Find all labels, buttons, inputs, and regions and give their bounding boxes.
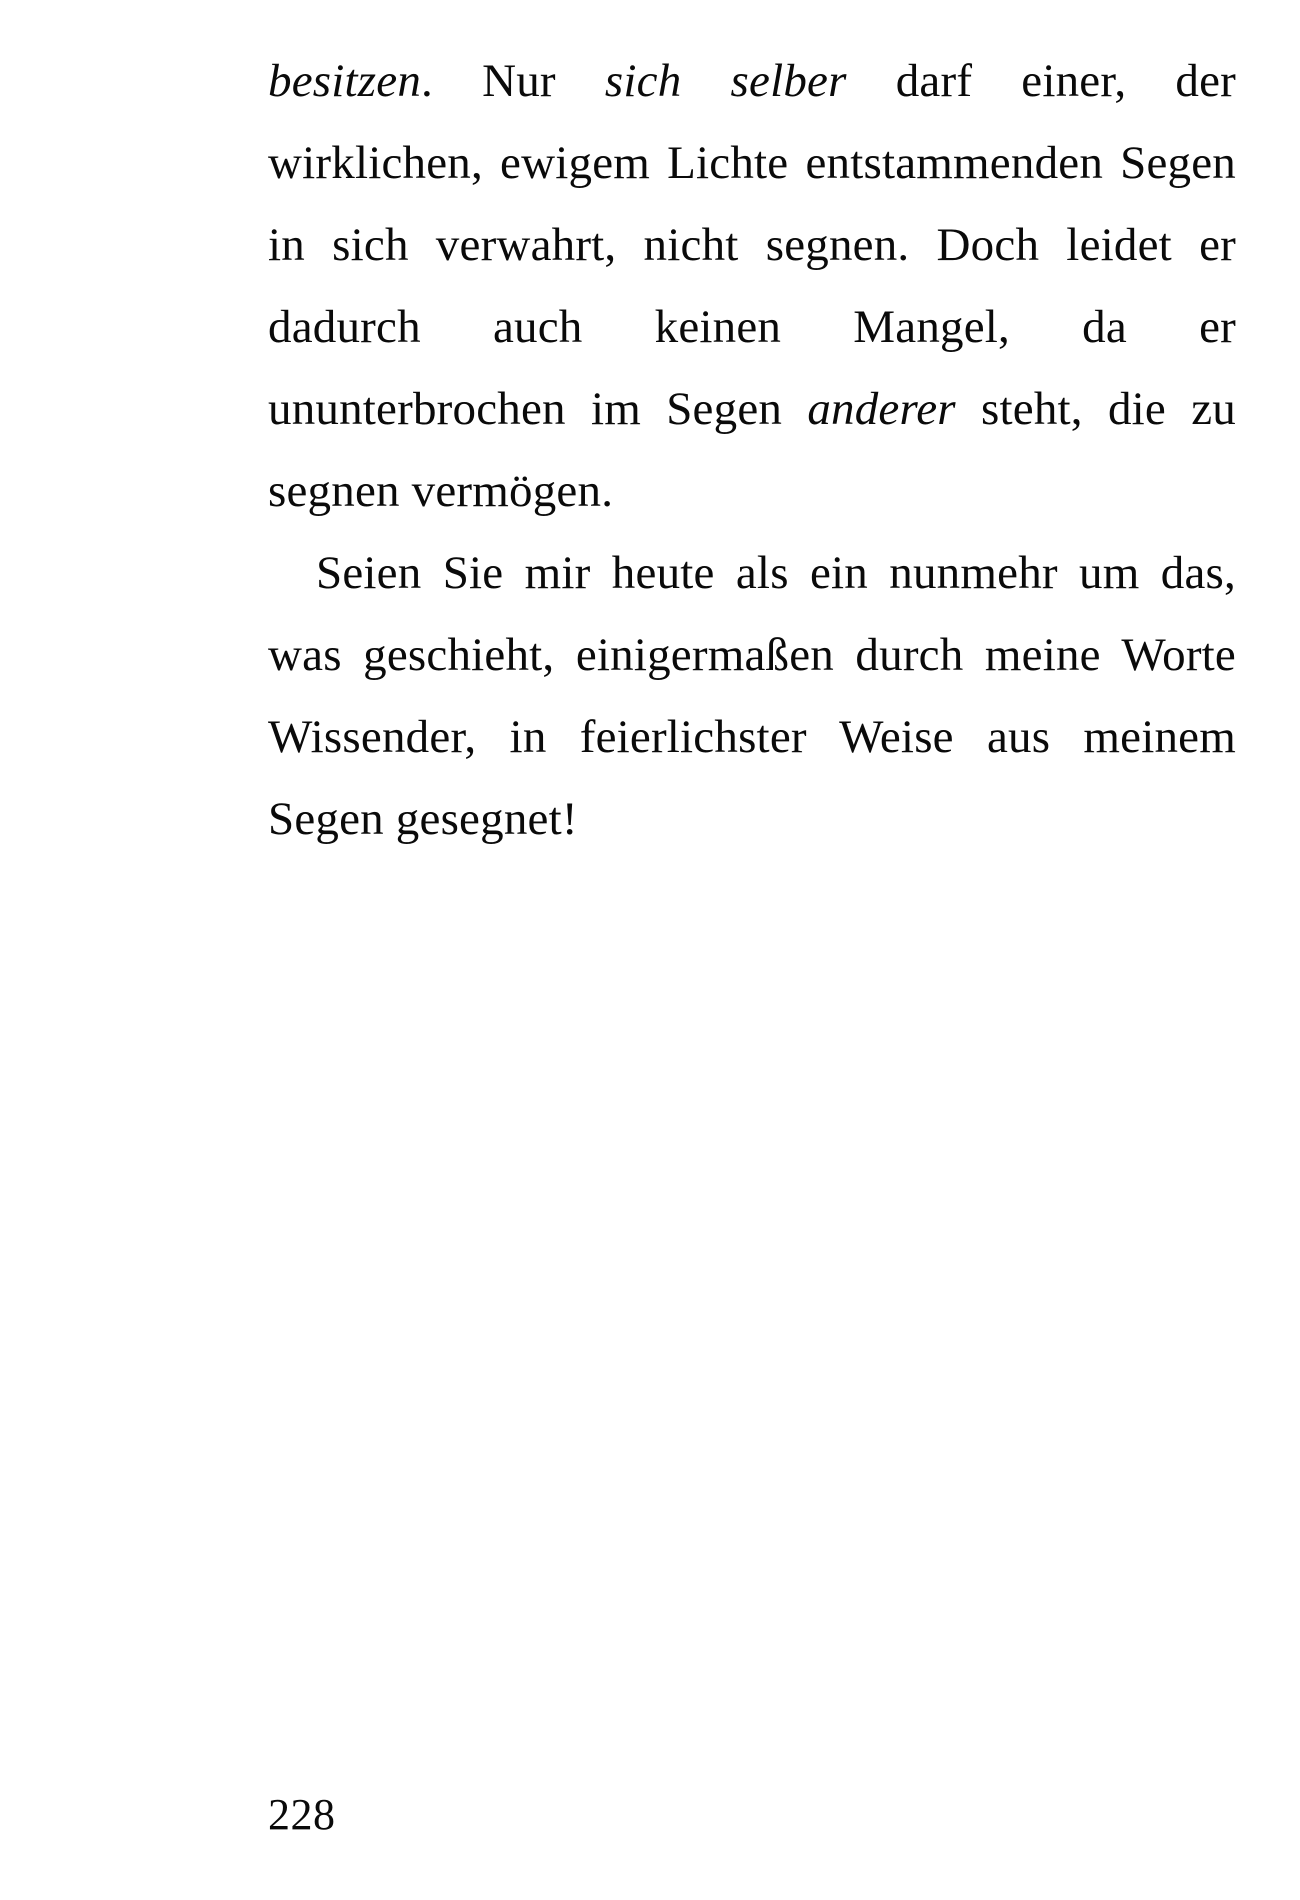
- body-text: [268, 40, 1236, 860]
- text-run-1: . Nur: [421, 55, 605, 107]
- text-run-4: Seien Sie mir heute als ein nunmehr um das, was geschieht, einigermaßen durch meine Worte Wissender, in feierlichster Weise aus meinem Segen gesegnet!: [268, 547, 1236, 845]
- italic-phrase-sich-selber: sich selber: [604, 55, 847, 107]
- italic-word-anderer: anderer: [807, 383, 956, 435]
- text-run-3: steht, die zu segnen vermögen.: [268, 383, 1236, 517]
- page-number: 228: [268, 1790, 336, 1839]
- paragraph-continued: [268, 40, 1236, 532]
- text-run-2: darf einer, der wirklichen, ewigem Lichte entstammenden Segen in sich verwahrt, nicht segnen. Doch leidet er dadurch auch keinen Mangel, da er ununterbrochen im Segen: [268, 55, 1236, 435]
- paragraph-new: [268, 532, 1236, 860]
- italic-word-besitzen: besitzen: [268, 55, 422, 107]
